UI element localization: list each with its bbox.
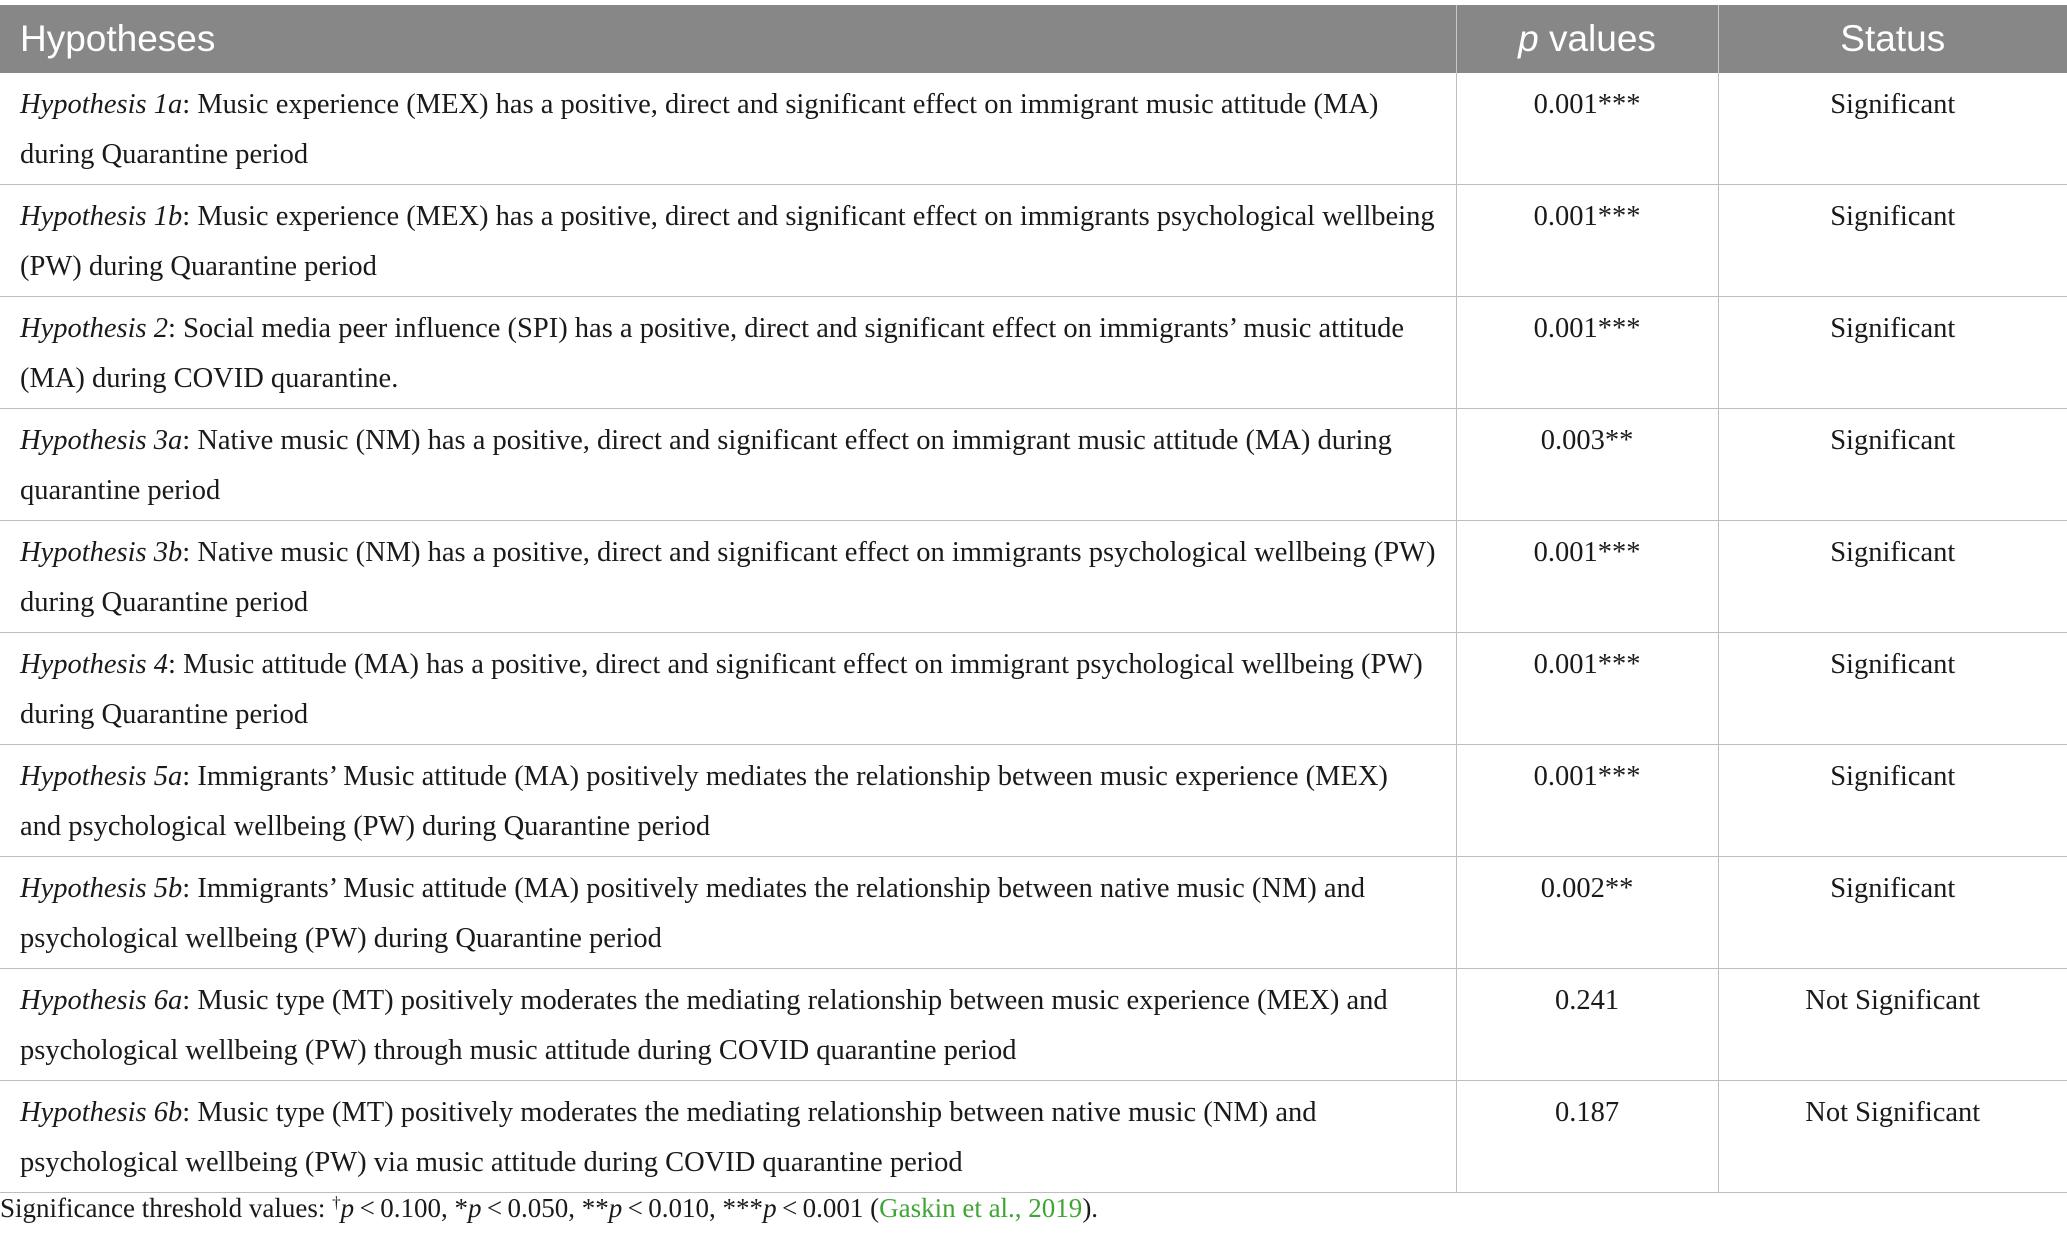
header-p-rest: values [1538, 18, 1656, 59]
hypothesis-label: Hypothesis 3b [20, 537, 183, 568]
table-header-row [0, 5, 2067, 73]
status-cell: Significant [1718, 73, 2067, 185]
table-row [0, 73, 2067, 185]
hypothesis-cell [0, 633, 1456, 745]
hypothesis-label: Hypothesis 1a [20, 89, 183, 120]
hypothesis-text: : Music type (MT) positively moderates the mediating relationship between native music (NM) and psychological wellbeing (PW) via music attitude during COVID quarantine period [20, 1097, 1317, 1178]
p-value-cell: 0.001*** [1456, 297, 1718, 409]
hypothesis-label: Hypothesis 6a [20, 985, 183, 1016]
p-value-cell: 0.241 [1456, 969, 1718, 1081]
hypothesis-cell [0, 73, 1456, 185]
hypothesis-label: Hypothesis 3a [20, 425, 183, 456]
footnote-p: p [467, 1193, 482, 1223]
hypothesis-label: Hypothesis 4 [20, 649, 169, 680]
hypothesis-cell [0, 745, 1456, 857]
footnote-threshold: < 0.100, * [354, 1193, 468, 1223]
hypothesis-text: : Music type (MT) positively moderates the mediating relationship between music experience (MEX) and psychological wellbeing (PW) through music attitude during COVID quarantine period [20, 985, 1388, 1066]
footnote-threshold: < 0.001 ( [776, 1193, 880, 1223]
status-cell: Not Significant [1718, 969, 2067, 1081]
hypothesis-label: Hypothesis 1b [20, 201, 183, 232]
table-row [0, 969, 2067, 1081]
header-p-italic: p [1518, 18, 1539, 59]
table-row [0, 185, 2067, 297]
header-status: Status [1718, 5, 2067, 73]
table-row [0, 297, 2067, 409]
hypothesis-text: : Native music (NM) has a positive, direct and significant effect on immigrant music attitude (MA) during quarantine period [20, 425, 1392, 506]
table-footnote [0, 1193, 1098, 1224]
hypothesis-cell [0, 1081, 1456, 1193]
table-row [0, 745, 2067, 857]
dagger-symbol: † [332, 1193, 341, 1212]
hypothesis-cell [0, 185, 1456, 297]
status-cell: Significant [1718, 521, 2067, 633]
hypotheses-table [0, 5, 2067, 1193]
p-value-cell: 0.001*** [1456, 633, 1718, 745]
hypothesis-label: Hypothesis 6b [20, 1097, 183, 1128]
hypothesis-cell [0, 409, 1456, 521]
hypothesis-label: Hypothesis 2 [20, 313, 169, 344]
hypothesis-cell [0, 297, 1456, 409]
status-cell: Significant [1718, 409, 2067, 521]
footnote-threshold: < 0.050, ** [481, 1193, 609, 1223]
p-value-cell: 0.001*** [1456, 521, 1718, 633]
hypothesis-text: : Music experience (MEX) has a positive, direct and significant effect on immigrant music attitude (MA) during Quarantine period [20, 89, 1379, 170]
hypothesis-text: : Native music (NM) has a positive, direct and significant effect on immigrants psychological wellbeing (PW) during Quarantine period [20, 537, 1436, 618]
p-value-cell: 0.001*** [1456, 185, 1718, 297]
hypothesis-cell [0, 521, 1456, 633]
table-row [0, 633, 2067, 745]
table-row [0, 857, 2067, 969]
hypothesis-text: : Immigrants’ Music attitude (MA) positively mediates the relationship between native music (NM) and psychological wellbeing (PW) during Quarantine period [20, 873, 1366, 954]
p-value-cell: 0.001*** [1456, 73, 1718, 185]
status-cell: Significant [1718, 633, 2067, 745]
footnote-p: p [763, 1193, 777, 1223]
status-cell: Significant [1718, 745, 2067, 857]
hypotheses-table-container [0, 5, 2067, 1193]
p-value-cell: 0.003** [1456, 409, 1718, 521]
citation-link[interactable]: Gaskin et al., 2019 [879, 1193, 1083, 1223]
table-row [0, 521, 2067, 633]
status-cell: Not Significant [1718, 1081, 2067, 1193]
p-value-cell: 0.002** [1456, 857, 1718, 969]
hypothesis-label: Hypothesis 5a [20, 761, 183, 792]
hypothesis-cell [0, 969, 1456, 1081]
header-p-values [1456, 5, 1718, 73]
header-hypotheses: Hypotheses [0, 5, 1456, 73]
p-value-cell: 0.001*** [1456, 745, 1718, 857]
hypothesis-text: : Music attitude (MA) has a positive, direct and significant effect on immigrant psychological wellbeing (PW) during Quarantine period [20, 649, 1423, 730]
footnote-p: p [608, 1193, 623, 1223]
footnote-suffix: ). [1082, 1193, 1099, 1223]
status-cell: Significant [1718, 185, 2067, 297]
footnote-p: p [340, 1193, 355, 1223]
footnote-threshold: < 0.010, *** [622, 1193, 764, 1223]
footnote-prefix: Significance threshold values: [0, 1193, 333, 1223]
hypothesis-text: : Social media peer influence (SPI) has a positive, direct and significant effect on immigrants’ music attitude (MA) during COVID quarantine. [20, 313, 1404, 394]
status-cell: Significant [1718, 857, 2067, 969]
p-value-cell: 0.187 [1456, 1081, 1718, 1193]
hypothesis-cell [0, 857, 1456, 969]
table-row [0, 409, 2067, 521]
table-row [0, 1081, 2067, 1193]
hypothesis-text: : Music experience (MEX) has a positive, direct and significant effect on immigrants psychological wellbeing (PW) during Quarantine period [20, 201, 1435, 282]
hypothesis-text: : Immigrants’ Music attitude (MA) positively mediates the relationship between music experience (MEX) and psychological wellbeing (PW) during Quarantine period [20, 761, 1388, 842]
status-cell: Significant [1718, 297, 2067, 409]
hypothesis-label: Hypothesis 5b [20, 873, 183, 904]
